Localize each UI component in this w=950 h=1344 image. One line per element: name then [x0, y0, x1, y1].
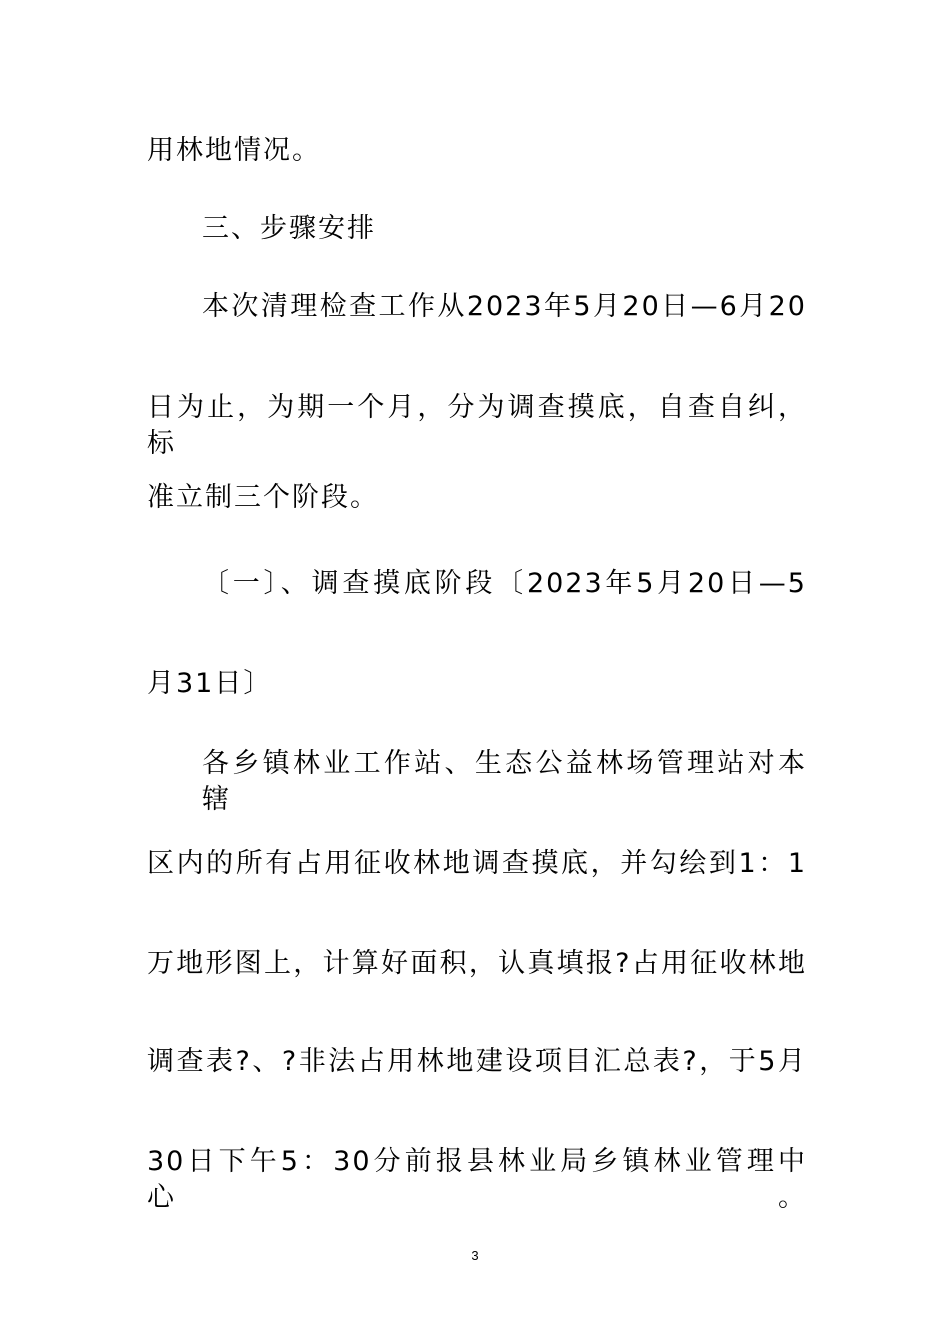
section-heading: 三、步骤安排	[202, 213, 376, 244]
text-line: 30日下午5：30分前报县林业局乡镇林业管理中心。	[147, 1146, 807, 1213]
page-number: 3	[471, 1248, 479, 1263]
text-line: 日为止，为期一个月，分为调查摸底，自查自纠，标	[147, 392, 807, 459]
text-line: 月31日〕	[147, 668, 273, 699]
text-line: 各乡镇林业工作站、生态公益林场管理站对本辖	[202, 748, 807, 815]
text-line: 用林地情况。	[147, 135, 321, 166]
subsection-heading: 〔一〕、调查摸底阶段〔2023年5月20日—5	[202, 568, 807, 599]
text-line: 调查表?、?非法占用林地建设项目汇总表?，于5月	[147, 1046, 807, 1077]
text-line: 区内的所有占用征收林地调查摸底，并勾绘到1：1	[147, 848, 807, 879]
text-line: 本次清理检查工作从2023年5月20日—6月20	[202, 291, 807, 322]
text-line: 万地形图上，计算好面积，认真填报?占用征收林地	[147, 948, 807, 979]
text-line: 准立制三个阶段。	[147, 482, 379, 513]
